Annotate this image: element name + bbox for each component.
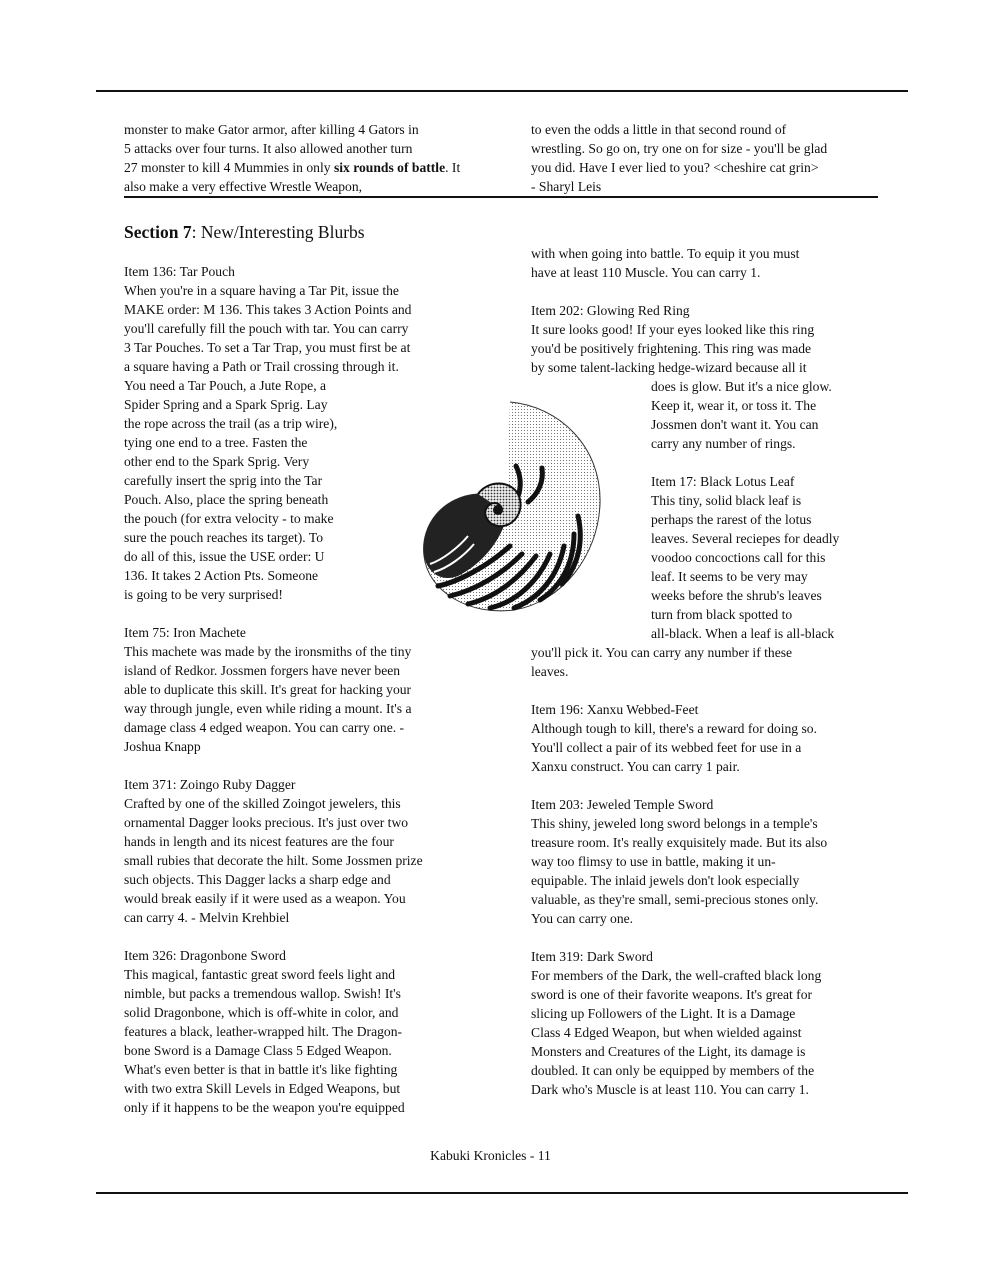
section-title: Section 7: New/Interesting Blurbs bbox=[124, 222, 365, 242]
item-tar-pouch: Item 136: Tar Pouch When you're in a square having a Tar Pit, issue the MAKE order: M 136. This takes 3 Action Points and you'll carefully fill the pouch with tar. You can carry 3 Tar Pouches. To set a Tar Trap, you must first be at a square having a Path or Trail crossing through it. You need a Tar Pouch, a Jute Rope, a Spider Spring and a Spark Sprig. Lay the rope across the trail (as a trip wire), tying one end to a tree. Fasten the other end to the Spark Sprig. Very carefully insert the sprig into the Tar Pouch. Also, place the spring beneath the pouch (for extra velocity - to make sure the pouch reaches its target). To do all of this, issue the USE order: U 136. It takes 2 Action Pts. Someone is going to be very surprised! bbox=[124, 262, 479, 604]
right-column bbox=[531, 244, 881, 1099]
item-xanxu-webbed-feet: Item 196: Xanxu Webbed-Feet Although tough to kill, there's a reward for doing so. You'll collect a pair of its webbed feet for use in a Xanxu construct. You can carry 1 pair. bbox=[531, 700, 881, 776]
item-jeweled-temple-sword: Item 203: Jeweled Temple Sword This shiny, jeweled long sword belongs in a temple's treasure room. It's really exquisitely made. But its also way too flimsy to use in battle, making it un- equipable. The inlaid jewels don't look especially valuable, as they're small, semi-precious stones only. You can carry one. bbox=[531, 795, 881, 928]
item-zoingo-ruby-dagger: Item 371: Zoingo Ruby Dagger Crafted by one of the skilled Zoingot jewelers, this ornamental Dagger looks precious. It's just over two hands in length and its nicest features are the four small rubies that decorate the hilt. Some Jossmen prize such objects. This Dagger lacks a sharp edge and would break easily if it were used as a weapon. You can carry 4. - Melvin Krehbiel bbox=[124, 775, 479, 927]
item-heading: Item 203: Jeweled Temple Sword bbox=[531, 797, 714, 812]
item-heading: Item 319: Dark Sword bbox=[531, 949, 653, 964]
item-heading: Item 326: Dragonbone Sword bbox=[124, 948, 286, 963]
item-heading: Item 371: Zoingo Ruby Dagger bbox=[124, 777, 296, 792]
item-dragonbone-sword: Item 326: Dragonbone Sword This magical, fantastic great sword feels light and nimble, but packs a tremendous wallop. Swish! It's solid Dragonbone, which is off-white in color, and features a black, leather-wrapped hilt. The Dragon- bone Sword is a Damage Class 5 Edged Weapon. What's even better is that in battle it's like fighting with two extra Skill Levels in Edged Weapons, but only if it happens to be the weapon you're equipped bbox=[124, 946, 479, 1117]
carryover-left: monster to make Gator armor, after killing 4 Gators in 5 attacks over four turns. It also allowed another turn 27 monster to kill 4 Mummies in only six rounds of battle. It also make a very effective Wrestle Weapon, bbox=[124, 122, 461, 194]
item-heading: Item 75: Iron Machete bbox=[124, 625, 246, 640]
carryover-rule bbox=[124, 196, 878, 198]
carryover-right: to even the odds a little in that second round of wrestling. So go on, try one on for size - you'll be glad you did. Have I ever lied to you? <cheshire cat grin> - Sharyl Leis bbox=[531, 122, 828, 194]
nautilus-shell-icon bbox=[418, 396, 606, 618]
item-dragonbone-sword-continued: with when going into battle. To equip it you must have at least 110 Muscle. You can carry 1. bbox=[531, 246, 800, 280]
item-heading: Item 202: Glowing Red Ring bbox=[531, 303, 690, 318]
top-rule bbox=[96, 90, 908, 92]
item-glowing-red-ring: Item 202: Glowing Red Ring It sure looks good! If your eyes looked like this ring you'd be positively frightening. This ring was made by some talent-lacking hedge-wizard because all it does is glow. But it's a nice glow. Keep it, wear it, or toss it. The Jossmen don't want it. You can carry any number of rings. bbox=[531, 301, 881, 453]
left-column bbox=[124, 262, 479, 1117]
item-iron-machete: Item 75: Iron Machete This machete was made by the ironsmiths of the tiny island of Redkor. Jossmen forgers have never been able to duplicate this skill. It's great for hacking your way through jungle, even while riding a mount. It's a damage class 4 edged weapon. You can carry one. - Joshua Knapp bbox=[124, 623, 479, 756]
item-dark-sword: Item 319: Dark Sword For members of the Dark, the well-crafted black long sword is one of their favorite weapons. It's great for slicing up Followers of the Light. It is a Damage Class 4 Edged Weapon, but when wielded against Monsters and Creatures of the Light, its damage is doubled. It can only be equipped by members of the Dark who's Muscle is at least 110. You can carry 1. bbox=[531, 947, 881, 1099]
bottom-rule bbox=[96, 1192, 908, 1194]
item-heading: Item 196: Xanxu Webbed-Feet bbox=[531, 702, 699, 717]
item-heading: Item 136: Tar Pouch bbox=[124, 264, 235, 279]
page-footer: Kabuki Kronicles - 11 bbox=[430, 1148, 551, 1163]
item-black-lotus-leaf: Item 17: Black Lotus Leaf This tiny, solid black leaf is perhaps the rarest of the lotus leaves. Several reciepes for deadly voodoo concoctions call for this leaf. It seems to be very may weeks before the shrub's leaves turn from black spotted to all-black. When a leaf is all-black you'll pick it. You can carry any number if these leaves. bbox=[531, 472, 881, 681]
item-heading: Item 17: Black Lotus Leaf bbox=[651, 474, 795, 489]
